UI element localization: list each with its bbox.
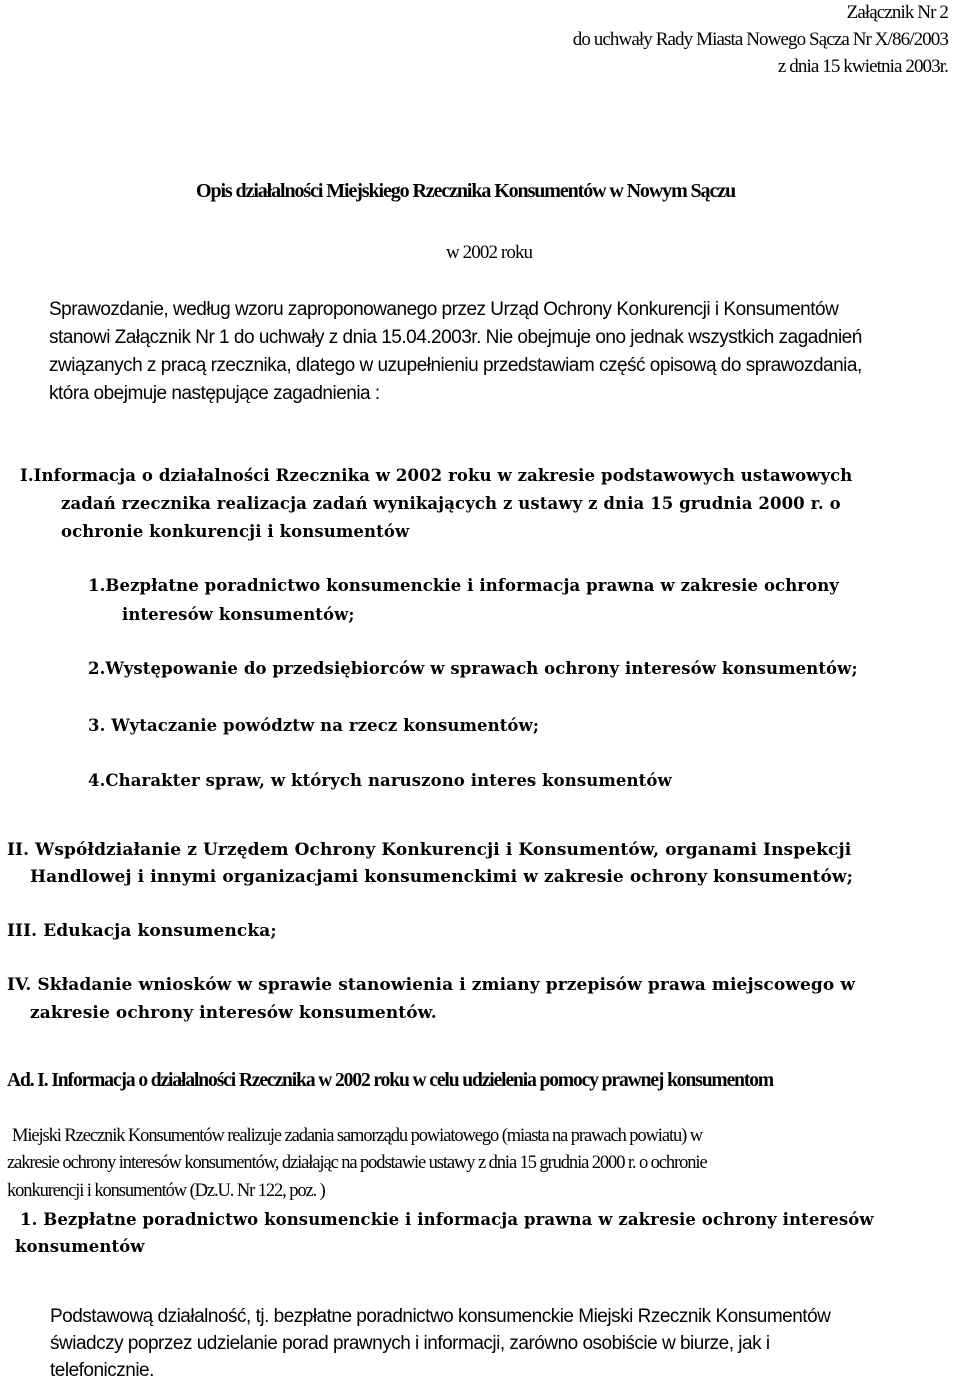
closing-line-2: świadczy poprzez udzielanie porad prawnych i informacji, zarówno osobiście w biurze, jak i [50,1333,770,1354]
section-1-item-4: 4.Charakter spraw, w których naruszono interes konsumentów [88,771,672,790]
section-3: III. Edukacja konsumencka; [7,921,277,941]
section-4-line-2: zakresie ochrony interesów konsumentów. [30,1003,437,1023]
intro-line-3: związanych z pracą rzecznika, dlatego w uzupełnieniu przedstawiam część opisową do sprawozdania, [49,355,862,376]
resolution-date: z dnia 15 kwietnia 2003r. [777,56,948,77]
closing-line-1: Podstawową działalność, tj. bezpłatne poradnictwo konsumenckie Miejski Rzecznik Konsumentów [50,1306,831,1327]
intro-line-4: która obejmuje następujące zagadnienia : [49,383,380,404]
attachment-number: Załącznik Nr 2 [846,2,948,23]
ad-1-paragraph-line-2: zakresie ochrony interesów konsumentów, działając na podstawie ustawy z dnia 15 grudnia 2000 r. o ochronie [7,1153,707,1173]
ad-1-paragraph-line-3: konkurencji i konsumentów (Dz.U. Nr 122, poz. ) [7,1181,325,1201]
page-subtitle: w 2002 roku [446,242,533,263]
section-1-item-1-line-1: 1.Bezpłatne poradnictwo konsumenckie i informacja prawna w zakresie ochrony [88,576,839,595]
section-1-item-3: 3. Wytaczanie powództw na rzecz konsumentów; [88,716,540,735]
section-1-item-2: 2.Występowanie do przedsiębiorców w sprawach ochrony interesów konsumentów; [88,659,858,678]
ad-1-subheading-line-1: 1. Bezpłatne poradnictwo konsumenckie i informacja prawna w zakresie ochrony interesów [20,1210,874,1229]
section-1-heading-line-1: I.Informacja o działalności Rzecznika w 2002 roku w zakresie podstawowych ustawowych [20,466,853,485]
section-4-line-1: IV. Składanie wniosków w sprawie stanowienia i zmiany przepisów prawa miejscowego w [7,975,856,995]
section-1-item-1-line-2: interesów konsumentów; [122,605,355,624]
section-1-heading-line-2: zadań rzecznika realizacja zadań wynikających z ustawy z dnia 15 grudnia 2000 r. o [61,494,841,513]
ad-1-paragraph-line-1: Miejski Rzecznik Konsumentów realizuje zadania samorządu powiatowego (miasta na prawach powiatu) w [12,1126,702,1146]
resolution-reference: do uchwały Rady Miasta Nowego Sącza Nr X/86/2003 [572,29,948,50]
ad-1-subheading-line-2: konsumentów [15,1237,145,1256]
intro-line-2: stanowi Załącznik Nr 1 do uchwały z dnia 15.04.2003r. Nie obejmuje ono jednak wszystkich zagadnień [49,327,862,348]
closing-line-3: telefonicznie. [50,1360,154,1381]
section-2-line-2: Handlowej i innymi organizacjami konsumenckimi w zakresie ochrony konsumentów; [30,867,854,887]
ad-1-heading: Ad. I. Informacja o działalności Rzecznika w 2002 roku w celu udzielenia pomocy prawnej konsumentom [7,1070,774,1091]
intro-line-1: Sprawozdanie, według wzoru zaproponowanego przez Urząd Ochrony Konkurencji i Konsumentów [49,299,839,320]
section-2-line-1: II. Współdziałanie z Urzędem Ochrony Konkurencji i Konsumentów, organami Inspekcji [7,840,852,860]
section-1-heading-line-3: ochronie konkurencji i konsumentów [61,522,410,541]
page-title: Opis działalności Miejskiego Rzecznika Konsumentów w Nowym Sączu [196,180,736,202]
